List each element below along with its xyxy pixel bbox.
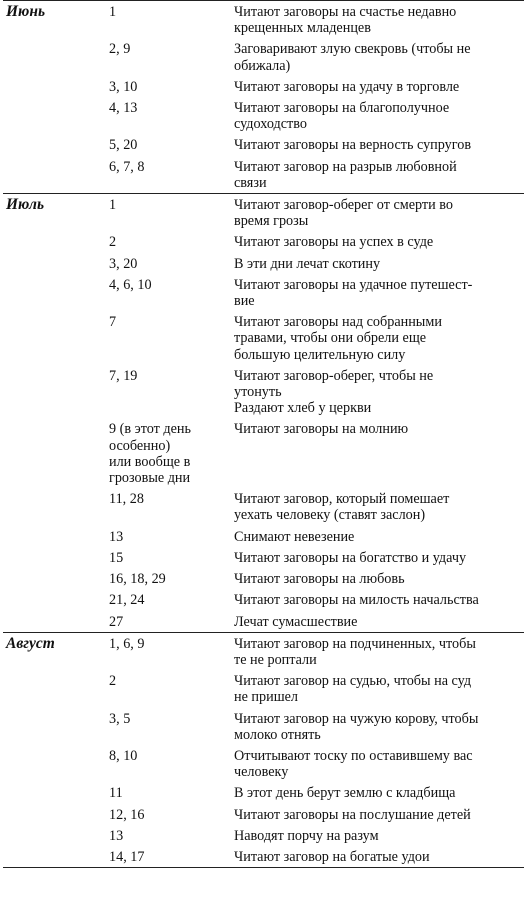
day-cell [106,782,221,803]
ritual-description-text: Читают заговоры над собранными [234,314,442,331]
ritual-description-text: Читают заговоры на молнию [234,421,409,438]
ritual-description-cell [221,97,524,134]
calendar-row [3,526,524,547]
ritual-description-text: Читают заговоры на верность супругов [234,137,472,154]
ritual-description-cell [221,274,524,311]
ritual-description-text: уехать человеку (ставят заслон) [234,507,426,524]
calendar-row [3,418,524,488]
month-cell-empty [3,488,106,525]
ritual-description-cell [221,611,524,633]
calendar-row [3,1,524,39]
month-cell-empty [3,526,106,547]
calendar-row [3,632,524,670]
ritual-description-cell [221,632,524,670]
ritual-description-text: Лечат сумасшествие [234,613,358,630]
day-text: 1 [109,197,117,214]
calendar-row [3,804,524,825]
calendar-row [3,231,524,252]
ritual-description-text: Читают заговоры на благополучное [234,100,450,117]
month-cell-empty [3,745,106,782]
ritual-description-text: травами, чтобы они обрели еще [234,330,427,347]
day-cell [106,568,221,589]
day-text: 8, 10 [109,747,138,764]
calendar-row [3,745,524,782]
calendar-row [3,365,524,419]
ritual-description-text: Читают заговор-оберег от смерти во [234,197,453,214]
ritual-description-text: Читают заговоры на удачу в торговле [234,78,460,95]
ritual-description-text: большую целительную силу [234,346,406,363]
month-cell-empty [3,418,106,488]
ritual-description-text: не пришел [234,689,299,706]
day-text: 1 [109,4,117,20]
ritual-description-cell [221,547,524,568]
month-cell-empty [3,134,106,155]
day-text: или вообще в [109,453,191,470]
day-text: 2, 9 [109,41,131,58]
day-text: 4, 13 [109,100,138,117]
ritual-description-text: обижала) [234,57,291,74]
day-cell [106,97,221,134]
ritual-description-cell [221,194,524,232]
month-cell-empty [3,568,106,589]
day-cell [106,589,221,610]
ritual-description-cell [221,1,524,39]
month-cell-empty [3,804,106,825]
month-name: Август [3,632,106,670]
calendar-row [3,708,524,745]
ritual-description-text: связи [234,174,267,191]
month-cell-empty [3,253,106,274]
day-cell [106,274,221,311]
ritual-description-text: Читают заговор на чужую корову, чтобы [234,710,479,727]
calendar-row [3,274,524,311]
day-text: 13 [109,827,124,844]
month-cell-empty [3,311,106,365]
ritual-description-text: крещенных младенцев [234,20,371,37]
calendar-body [3,1,524,868]
ritual-description-cell [221,526,524,547]
day-text: 27 [109,613,124,630]
ritual-description-cell [221,38,524,75]
calendar-row [3,846,524,868]
ritual-description-cell [221,156,524,194]
ritual-description-text: Заговаривают злую свекровь (чтобы не [234,41,471,58]
month-cell-empty [3,156,106,194]
day-text: 3, 5 [109,710,131,727]
calendar-row [3,194,524,232]
ritual-description-cell [221,804,524,825]
day-text: 11 [109,785,123,802]
month-cell-empty [3,708,106,745]
day-text: 13 [109,528,124,545]
ritual-description-cell [221,825,524,846]
ritual-description-cell [221,745,524,782]
ritual-description-cell [221,253,524,274]
ritual-description-text: Читают заговор-оберег, чтобы не [234,367,434,384]
ritual-description-cell [221,670,524,707]
calendar-row [3,311,524,365]
day-cell [106,38,221,75]
ritual-description-text: Читают заговор на судью, чтобы на суд [234,673,472,690]
ritual-description-cell [221,134,524,155]
ritual-description-text: Читают заговоры на удачное путешест- [234,276,473,293]
month-cell-empty [3,365,106,419]
ritual-description-text: человеку [234,764,289,781]
ritual-description-text: Читают заговоры на успех в суде [234,234,434,251]
calendar-row [3,156,524,194]
ritual-description-text: те не роптали [234,651,317,668]
calendar-row [3,568,524,589]
day-cell [106,547,221,568]
ritual-description-text: молоко отнять [234,726,321,743]
ritual-description-text: Читают заговор на подчиненных, чтобы [234,635,476,652]
ritual-description-text: В этот день берут землю с кладбища [234,785,456,802]
ritual-description-text: Раздают хлеб у церкви [234,400,372,417]
day-cell [106,804,221,825]
ritual-description-text: Читают заговоры на любовь [234,571,405,588]
calendar-row [3,589,524,610]
ritual-description-text: Читают заговор на разрыв любовной [234,158,457,175]
month-cell-empty [3,846,106,868]
calendar-row [3,134,524,155]
calendar-row [3,670,524,707]
calendar-row [3,97,524,134]
calendar-row [3,547,524,568]
month-cell-empty [3,611,106,633]
ritual-description-cell [221,311,524,365]
calendar-row [3,611,524,633]
month-name: Июль [3,194,106,232]
ritual-description-text: В эти дни лечат скотину [234,255,381,272]
month-cell-empty [3,97,106,134]
month-cell-empty [3,589,106,610]
day-text: 7 [109,314,117,331]
month-cell-empty [3,231,106,252]
day-text: 6, 7, 8 [109,158,145,175]
ritual-description-text: Читают заговоры на счастье недавно [234,4,457,20]
day-cell [106,231,221,252]
day-text: 16, 18, 29 [109,571,166,588]
day-text: 2 [109,234,117,251]
ritual-description-cell [221,846,524,868]
month-name: Июнь [3,1,106,39]
day-cell [106,526,221,547]
day-cell [106,708,221,745]
ritual-description-text: Отчитывают тоску по оставившему вас [234,747,473,764]
calendar-row [3,825,524,846]
ritual-description-text: время грозы [234,213,309,230]
ritual-description-cell [221,589,524,610]
ritual-description-cell [221,568,524,589]
ritual-description-cell [221,782,524,803]
day-text: грозовые дни [109,470,191,487]
ritual-description-text: Читают заговор на богатые удои [234,848,430,865]
ritual-description-text: Читают заговор, который помешает [234,491,450,508]
day-text: 4, 6, 10 [109,276,152,293]
month-cell-empty [3,670,106,707]
month-cell-empty [3,274,106,311]
ritual-description-text: утонуть [234,384,282,401]
ritual-description-text: Читают заговоры на богатство и удачу [234,549,467,566]
day-cell [106,311,221,365]
day-text: 15 [109,549,124,566]
month-cell-empty [3,76,106,97]
calendar-row [3,76,524,97]
ritual-description-text: судоходство [234,116,307,133]
day-cell [106,1,221,39]
month-cell-empty [3,825,106,846]
ritual-description-text: Наводят порчу на разум [234,827,379,844]
day-cell [106,418,221,488]
day-cell [106,488,221,525]
day-cell [106,134,221,155]
day-text: 12, 16 [109,806,145,823]
day-text: 1, 6, 9 [109,635,145,652]
day-text: 11, 28 [109,491,144,508]
day-text: 21, 24 [109,592,145,609]
calendar-row [3,38,524,75]
day-cell [106,670,221,707]
day-cell [106,253,221,274]
day-cell [106,365,221,419]
ritual-description-cell [221,76,524,97]
ritual-description-text: вие [234,293,255,310]
ritual-description-cell [221,418,524,488]
calendar-row [3,253,524,274]
day-text: 3, 20 [109,255,138,272]
ritual-description-text: Читают заговоры на милость начальства [234,592,479,609]
ritual-description-cell [221,365,524,419]
day-text: 5, 20 [109,137,138,154]
day-cell [106,76,221,97]
day-cell [106,194,221,232]
ritual-description-cell [221,488,524,525]
month-cell-empty [3,782,106,803]
day-text: 14, 17 [109,848,145,865]
calendar-row [3,782,524,803]
day-cell [106,745,221,782]
day-text: 9 (в этот день [109,421,191,438]
day-text: особенно) [109,437,171,454]
day-cell [106,825,221,846]
day-cell [106,156,221,194]
ritual-calendar-table [3,0,524,868]
day-text: 7, 19 [109,367,138,384]
calendar-row [3,488,524,525]
day-cell [106,611,221,633]
month-cell-empty [3,547,106,568]
ritual-description-text: Читают заговоры на послушание детей [234,806,471,823]
day-cell [106,846,221,868]
day-text: 3, 10 [109,78,138,95]
day-text: 2 [109,673,117,690]
month-cell-empty [3,38,106,75]
day-cell [106,632,221,670]
ritual-description-cell [221,231,524,252]
ritual-description-cell [221,708,524,745]
ritual-description-text: Снимают невезение [234,528,355,545]
